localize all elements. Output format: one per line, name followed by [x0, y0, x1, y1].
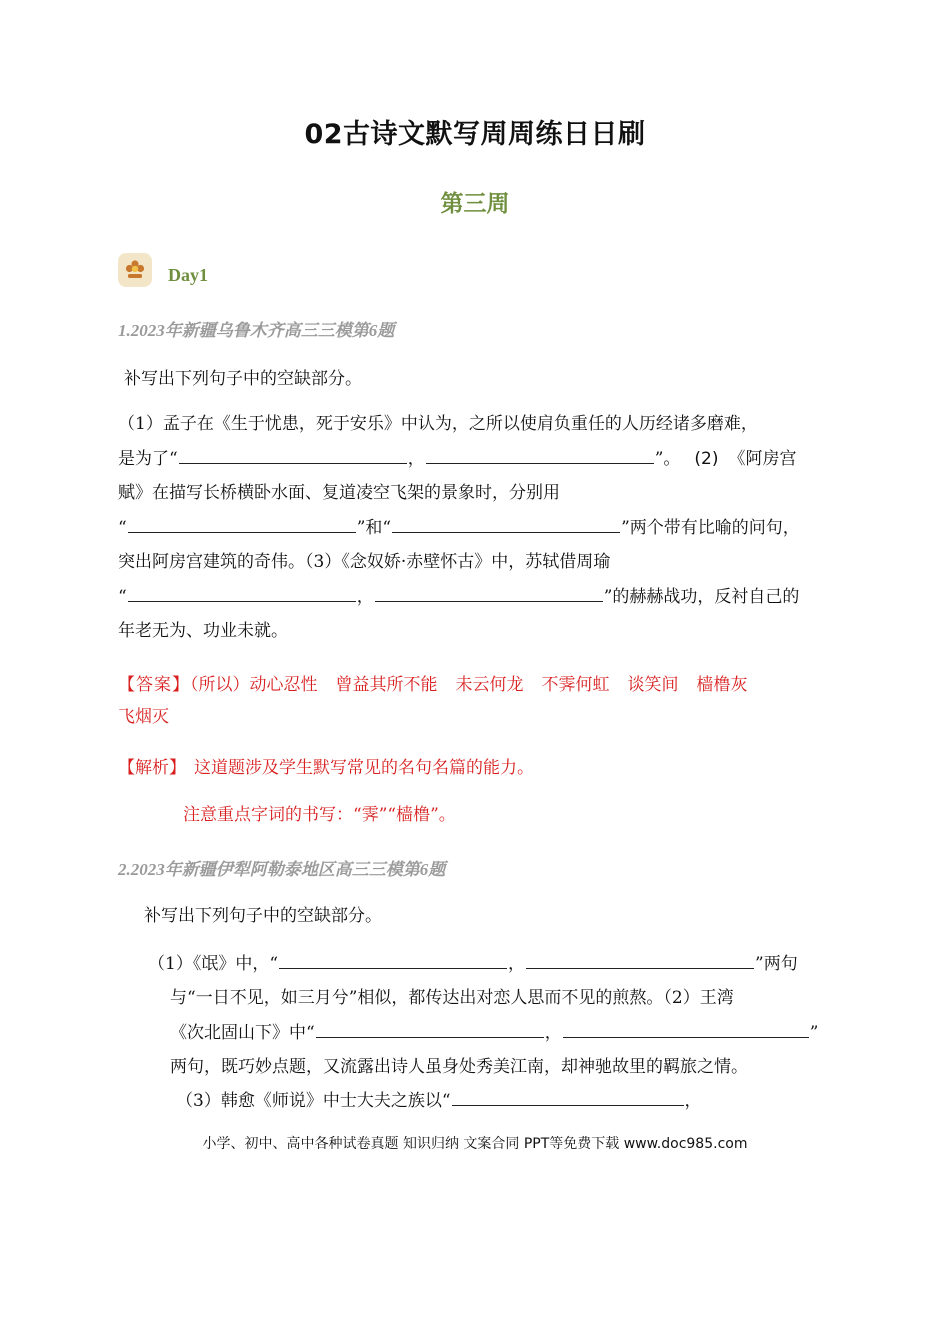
day-label: Day1 [168, 264, 208, 285]
q2-line-4: 两句，既巧妙点题，又流露出诗人虽身处秀美江南，却神驰故里的羁旅之情。 [170, 1057, 748, 1077]
page-footer: 小学、初中、高中各种试卷真题 知识归纳 文案合同 PPT等免费下载 www.doc985.com [202, 1136, 748, 1152]
q1-line-4 [118, 511, 838, 546]
answer-blank[interactable] [426, 443, 654, 464]
question-1-body [118, 407, 838, 649]
q2-text: ， [684, 1091, 702, 1111]
answer-item: 未云何龙 [455, 675, 524, 695]
answer-blank[interactable] [128, 512, 356, 533]
question-1-note: 注意重点字词的书写：“霁”“樯橹”。 [183, 805, 456, 825]
page-subtitle: 第三周 [440, 191, 510, 217]
answer-item: （所以）动心忍性 [190, 675, 318, 695]
page-title: 02古诗文默写周周练日日刷 [304, 119, 646, 150]
question-1-analysis [118, 752, 838, 784]
q2-text: （3）韩愈《师说》中士大夫之族以“ [176, 1091, 451, 1111]
answer-line-1 [118, 669, 838, 701]
answer-blank[interactable] [392, 512, 620, 533]
q2-text: ， [544, 1022, 562, 1043]
q1-text: 《阿房宫 [728, 448, 797, 469]
answer-line-2: 飞烟灭 [118, 707, 169, 727]
analysis-text: 这道题涉及学生默写常见的名句名篇的能力。 [194, 758, 534, 778]
answer-blank[interactable] [316, 1017, 544, 1038]
q1-line-3: 赋》在描写长桥横卧水面、复道凌空飞架的景象时，分别用 [118, 483, 560, 503]
question-2-body-line-1 [148, 947, 848, 982]
answer-item: 樯橹灰 [696, 675, 748, 695]
q2-text: ” [809, 1022, 819, 1043]
q1-text: ， [356, 586, 374, 607]
q2-line-2: 与“一日不见，如三月兮”相似，都传达出对恋人思而不见的煎熬。（2）王湾 [170, 988, 734, 1008]
q1-text: ”两个带有比喻的问句， [621, 517, 800, 538]
answer-blank[interactable] [128, 581, 356, 602]
q2-line-3 [170, 1016, 850, 1051]
q2-text: （1）《氓》中，“ [148, 954, 279, 974]
answer-item: 不霁何虹 [541, 675, 610, 695]
flower-badge-icon [118, 253, 152, 287]
q1-line-2 [118, 442, 838, 477]
q2-text: 《次北固山下》中“ [170, 1022, 315, 1043]
q1-line-6 [118, 580, 838, 615]
q1-text: ， [407, 448, 425, 469]
q1-text: ”。 [654, 448, 681, 469]
answer-blank[interactable] [375, 581, 603, 602]
question-2-body-line-5 [176, 1084, 856, 1119]
answer-blank[interactable] [179, 443, 407, 464]
question-2-instruction: 补写出下列句子中的空缺部分。 [144, 906, 382, 926]
answer-blank[interactable] [279, 948, 507, 969]
answer-label: 【答案】 [118, 675, 190, 695]
day-header [118, 252, 208, 288]
q1-text: (2) [694, 448, 719, 469]
question-2-body [170, 981, 850, 1085]
q1-line-7: 年老无为、功业未就。 [118, 621, 288, 641]
question-1-title: 1.2023年新疆乌鲁木齐高三三模第6题 [118, 321, 395, 340]
q2-text: ， [508, 954, 526, 974]
question-1-answer [118, 669, 838, 733]
answer-item: 谈笑间 [627, 675, 679, 695]
q1-text: ”和“ [356, 517, 392, 538]
answer-blank[interactable] [526, 948, 754, 969]
analysis-label: 【解析】 [118, 758, 186, 778]
q1-line-1: （1）孟子在《生于忧患，死于安乐》中认为，之所以使肩负重任的人历经诸多磨难， [118, 414, 758, 434]
q2-text: ”两句 [755, 954, 798, 974]
question-2-title: 2.2023年新疆伊犁阿勒泰地区高三三模第6题 [118, 860, 446, 879]
q1-text: “ [118, 586, 127, 607]
q1-text: 是为了“ [118, 448, 178, 469]
q1-text: “ [118, 517, 127, 538]
q1-text: ”的赫赫战功，反衬自己的 [603, 586, 800, 607]
question-1-instruction: 补写出下列句子中的空缺部分。 [124, 369, 362, 389]
answer-item: 曾益其所不能 [335, 675, 438, 695]
q1-line-5: 突出阿房宫建筑的奇伟。（3）《念奴娇·赤壁怀古》中，苏轼借周瑜 [118, 552, 611, 572]
answer-blank[interactable] [452, 1085, 684, 1106]
answer-blank[interactable] [563, 1017, 809, 1038]
